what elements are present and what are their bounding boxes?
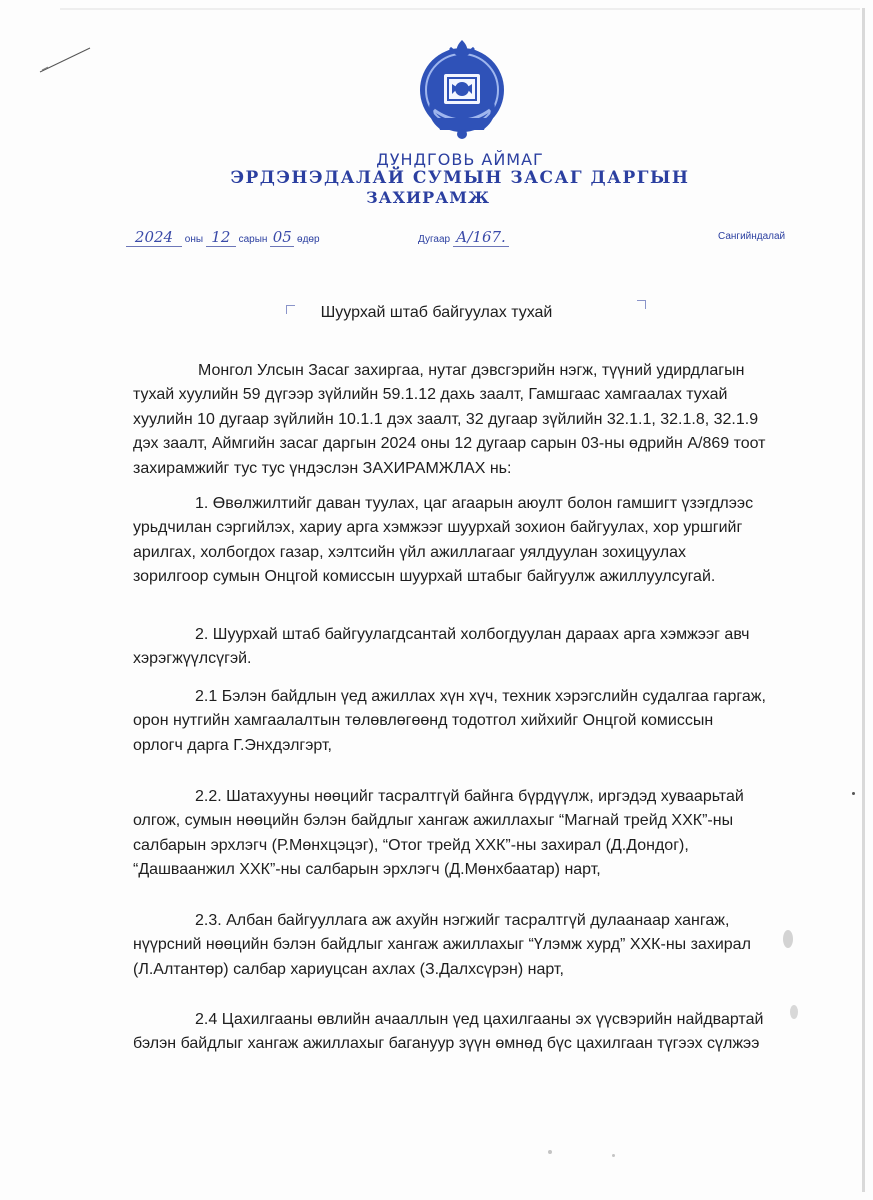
scan-speck <box>852 792 855 795</box>
date-day-label: өдөр <box>297 234 320 245</box>
aimag-heading: ДУНДГОВЬ АЙМАГ <box>376 150 544 169</box>
scan-speck <box>612 1154 615 1157</box>
paragraph-item-2-2 <box>133 785 805 883</box>
office-heading: ЭРДЭНЭДАЛАЙ СУМЫН ЗАСАГ ДАРГЫН <box>230 168 690 188</box>
text-line: Монгол Улсын Засаг захиргаа, нутаг дэвсгэрийн нэгж, түүний удирдлагын <box>198 362 745 379</box>
text-line: 2.3. Албан байгууллага аж ахуйн нэгжийг тасралтгүй дулаанаар хангаж, <box>195 912 730 929</box>
doc-number: А/167. <box>453 228 509 247</box>
text-line: хэрэгжүүлсүгэй. <box>133 650 252 668</box>
date-month: 12 <box>206 228 236 247</box>
text-line: бэлэн байдлыг хангаж ажиллахыг багануур зүүн өмнөд бүс цахилгаан түгээх сүлжээ <box>133 1035 760 1053</box>
text-line: арилгах, холбогдох газар, хэлтсийн үйл ажиллагааг уялдуулан зохицуулах <box>133 543 686 561</box>
place-name: Сангийндалай <box>718 231 786 242</box>
text-line: (Л.Алтантөр) салбар хариуцсан ахлах (З.Далхсүрэн) нарт, <box>133 960 564 978</box>
text-line: захирамжийг тус тус үндэслэн ЗАХИРАМЖЛАХ нь: <box>133 459 512 477</box>
scan-speck <box>548 1150 552 1154</box>
text-line: 2. Шуурхай штаб байгуулагдсантай холбогдуулан дараах арга хэмжээг авч <box>195 626 750 643</box>
paragraph-item-1 <box>133 492 805 590</box>
text-line: салбарын эрхлэгч (Р.Мөнхцэцэг), “Отог трейд ХХК”-ны захирал (Д.Дондог), <box>133 836 689 854</box>
text-line: хуулийн 10 дугаар зүйлийн 10.1.1 дэх заалт, 32 дугаар зүйлийн 32.1.1, 32.1.8, 32.1.9 <box>133 410 759 428</box>
text-line: орлогч дарга Г.Энхдэлгэрт, <box>133 736 332 754</box>
text-line: урьдчилан сэргийлэх, хариу арга хэмжээг шуурхай зохион байгуулах, хор уршгийг <box>133 519 743 537</box>
doc-number-line <box>418 228 509 247</box>
text-line: 2.4 Цахилгааны өвлийн ачааллын үед цахилгааны эх үүсвэрийн найдвартай <box>195 1011 764 1028</box>
scan-edge-right <box>862 8 865 1192</box>
text-line: зорилгоор сумын Онцгой комиссын шуурхай штабыг байгуулж ажиллуулсугай. <box>133 568 716 586</box>
text-line: олгож, сумын нөөцийн бэлэн байдлыг хангаж ажиллахыг “Магнай трейд ХХК”-ны <box>133 812 734 830</box>
text-line: 2.2. Шатахууны нөөцийг тасралтгүй байнга бүрдүүлж, иргэдэд хуваарьтай <box>195 788 744 805</box>
document-title: Шуурхай штаб байгуулах тухай <box>320 304 553 321</box>
doc-number-label: Дугаар <box>418 234 451 245</box>
text-line: нүүрсний нөөцийн бэлэн байдлыг хангаж ажиллахыг “Үлэмж хурд” ХХК-ны захирал <box>133 936 751 954</box>
text-line: 1. Өвөлжилтийг даван туулах, цаг агаарын аюулт болон гамшигт үзэгдлээс <box>195 495 754 512</box>
date-year-label: оны <box>184 234 204 245</box>
text-line: 2.1 Бэлэн байдлын үед ажиллах хүн хүч, техник хэрэгслийн судалгаа гаргаж, <box>195 688 766 705</box>
paragraph-preamble <box>133 359 805 481</box>
doc-type-heading: ЗАХИРАМЖ <box>366 188 490 207</box>
state-emblem-icon <box>414 38 510 142</box>
text-line: дэх заалт, Аймгийн засаг даргын 2024 оны 12 дугаар сарын 03-ны өдрийн А/869 тоот <box>133 435 766 453</box>
scan-speck <box>783 930 793 948</box>
paragraph-item-2-4 <box>133 1008 805 1057</box>
date-year: 2024 <box>126 228 182 247</box>
date-day: 05 <box>270 228 294 247</box>
date-line <box>126 228 320 247</box>
scan-speck <box>790 1005 798 1019</box>
date-month-label: сарын <box>238 234 268 245</box>
scan-edge-top <box>60 8 860 10</box>
paragraph-item-2 <box>133 623 805 672</box>
paragraph-item-2-3 <box>133 909 805 982</box>
pen-stroke-mark <box>38 46 92 74</box>
text-line: орон нутгийн хамгаалалтын төлөвлөгөөнд тодотгол хийхийг Онцгой комиссын <box>133 712 714 730</box>
text-line: тухай хуулийн 59 дүгээр зүйлийн 59.1.12 дахь заалт, Гамшгаас хамгаалах тухай <box>133 386 728 404</box>
text-line: “Дашваанжил ХХК”-ны салбарын эрхлэгч (Д.Мөнхбаатар) нарт, <box>133 861 601 879</box>
paragraph-item-2-1 <box>133 685 805 758</box>
